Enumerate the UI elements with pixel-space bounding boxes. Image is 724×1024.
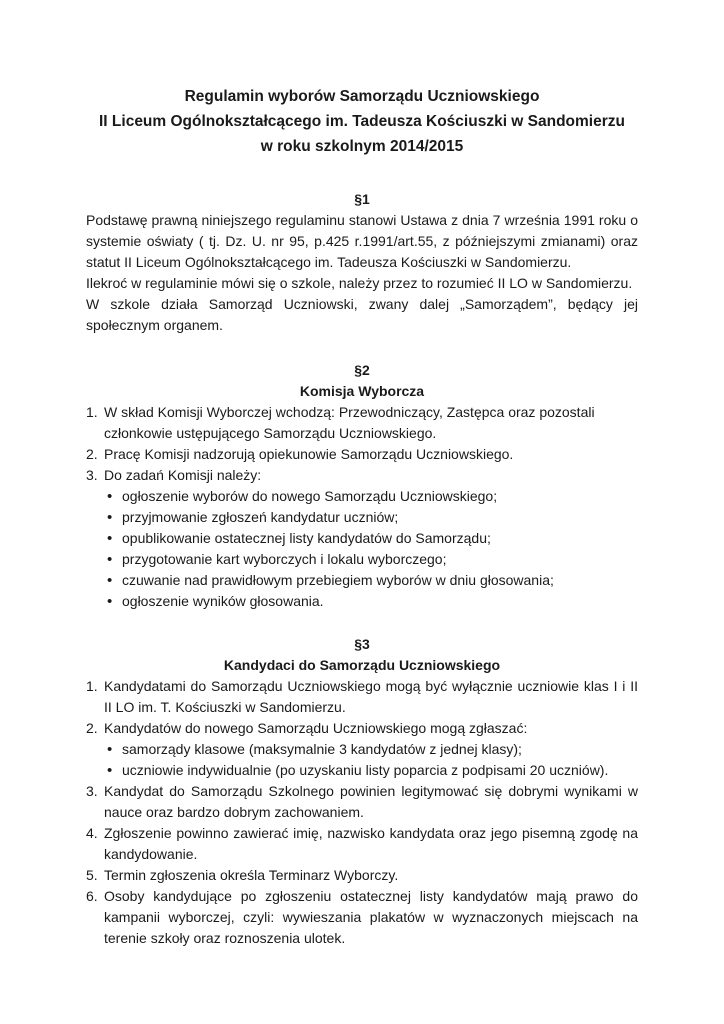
item-number: 1. [86, 678, 98, 694]
section-3-heading: Kandydaci do Samorządu Uczniowskiego [223, 657, 501, 673]
section-1-paragraph-3: W szkole działa Samorząd Uczniowski, zwany dalej „Samorządem”, będący jej społecznym organem. [86, 296, 638, 333]
item-number: 6. [86, 888, 98, 904]
bullet-item: • samorządy klasowe (maksymalnie 3 kandydatów z jednej klasy); [104, 739, 638, 760]
section-1-mark: §1 [354, 191, 370, 207]
item-text: Kandydatów do nowego Samorządu Uczniowskiego mogą zgłaszać: [104, 720, 528, 736]
section-2 [86, 360, 638, 612]
section-3 [86, 634, 638, 949]
item-number: 2. [86, 720, 98, 736]
list-item [86, 718, 638, 781]
item-text: Osoby kandydujące po zgłoszeniu ostatecznej listy kandydatów mają prawo do kampanii wyborczej, czyli: wywieszania plakatów w wyznaczonych miejscach na terenie szkoły oraz roznoszenia ulotek. [104, 888, 638, 946]
section-1-paragraph-2: Ilekroć w regulaminie mówi się o szkole, należy przez to rozumieć II LO w Sandomierzu. [86, 275, 633, 291]
item-number: 4. [86, 825, 98, 841]
list-item [86, 886, 638, 949]
list-item [86, 465, 638, 612]
document-title [86, 0, 638, 159]
title-line-3: w roku szkolnym 2014/2015 [260, 138, 464, 155]
section-2-heading: Komisja Wyborcza [299, 383, 425, 399]
item-text: Zgłoszenie powinno zawierać imię, nazwisko kandydata oraz jego pisemną zgodę na kandydowanie. [104, 825, 638, 862]
bullet-item: • uczniowie indywidualnie (po uzyskaniu listy poparcia z podpisami 20 uczniów). [104, 760, 638, 781]
section-1 [86, 189, 638, 336]
item-text: Termin zgłoszenia określa Terminarz Wyborczy. [104, 867, 399, 883]
list-item [86, 823, 638, 865]
item-text: Kandydatami do Samorządu Uczniowskiego mogą być wyłącznie uczniowie klas I i II II LO im. T. Kościuszki w Sandomierzu. [104, 678, 638, 715]
item-text: Pracę Komisji nadzorują opiekunowie Samorządu Uczniowskiego. [104, 446, 514, 462]
item-number: 2. [86, 446, 98, 462]
nominators-list [104, 739, 638, 781]
title-line-1: Regulamin wyborów Samorządu Uczniowskiego [184, 88, 540, 105]
section-2-mark: §2 [354, 362, 370, 378]
section-3-mark: §3 [354, 636, 370, 652]
bullet-item: • opublikowanie ostatecznej listy kandydatów do Samorządu; [104, 528, 638, 549]
bullet-item: • przygotowanie kart wyborczych i lokalu wyborczego; [104, 549, 638, 570]
list-item [86, 676, 638, 718]
section-2-list [86, 402, 638, 612]
bullet-item: • czuwanie nad prawidłowym przebiegiem wyborów w dniu głosowania; [104, 570, 638, 591]
item-number: 3. [86, 467, 98, 483]
section-3-list [86, 676, 638, 949]
bullet-item: • ogłoszenie wyborów do nowego Samorządu Uczniowskiego; [104, 486, 638, 507]
item-number: 1. [86, 404, 98, 420]
item-number: 5. [86, 867, 98, 883]
commission-tasks-list [104, 486, 638, 612]
list-item [86, 865, 638, 886]
item-number: 3. [86, 783, 98, 799]
section-1-paragraph-1: Podstawę prawną niniejszego regulaminu stanowi Ustawa z dnia 7 września 1991 roku o systemie oświaty ( tj. Dz. U. nr 95, p.425 r.1991/art.55, z późniejszymi zmianami) oraz statut II Liceum Ogólnokształcącego im. Tadeusza Kościuszki w Sandomierzu. [86, 212, 638, 270]
item-text: Do zadań Komisji należy: [104, 467, 262, 483]
bullet-item: • przyjmowanie zgłoszeń kandydatur uczniów; [104, 507, 638, 528]
item-text: W skład Komisji Wyborczej wchodzą: Przewodniczący, Zastępca oraz pozostali członkowie ustępującego Samorządu Uczniowskiego. [104, 404, 595, 441]
list-item [86, 781, 638, 823]
item-text: Kandydat do Samorządu Szkolnego powinien legitymować się dobrymi wynikami w nauce oraz bardzo dobrym zachowaniem. [104, 783, 638, 820]
bullet-item: • ogłoszenie wyników głosowania. [104, 591, 638, 612]
list-item [86, 402, 638, 444]
list-item [86, 444, 638, 465]
title-line-2: II Liceum Ogólnokształcącego im. Tadeusza Kościuszki w Sandomierzu [99, 113, 625, 130]
